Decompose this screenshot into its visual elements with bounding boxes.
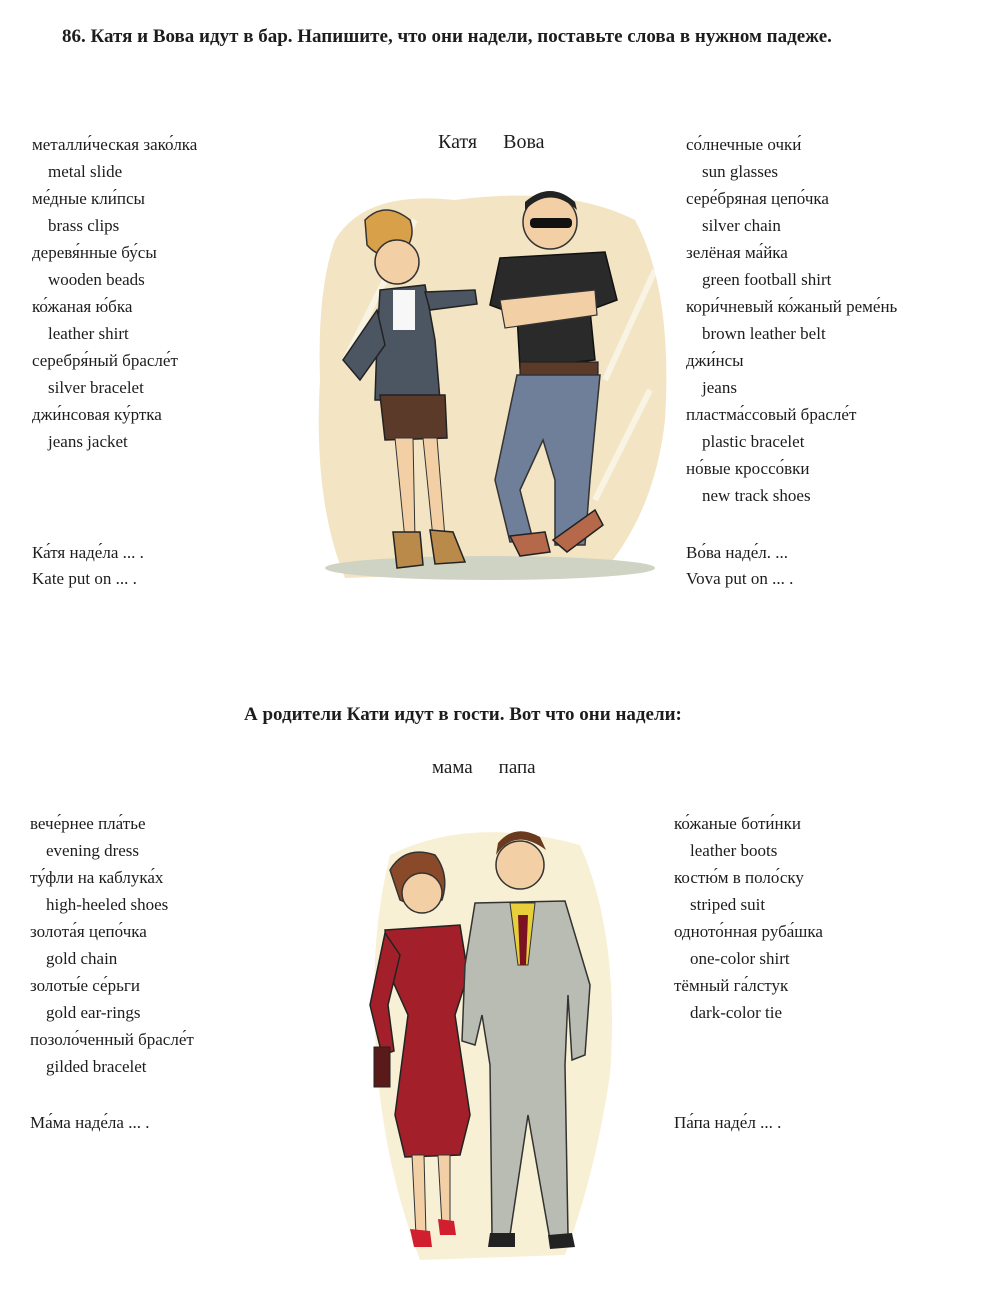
vocab-ru: вече́рнее пла́тье — [30, 814, 146, 833]
name-vova: Вова — [503, 131, 545, 153]
name-papa: папа — [498, 757, 536, 778]
vocab-en: striped suit — [690, 895, 766, 914]
vocab-en: leather shirt — [48, 324, 129, 343]
vocab-item — [30, 1026, 194, 1080]
vocab-en: jeans jacket — [48, 432, 128, 451]
vocab-item — [674, 972, 823, 1026]
vocab-ru: ме́дные кли́псы — [32, 189, 145, 208]
name-mama: мама — [432, 757, 473, 778]
section2-title: А родители Кати идут в гости. Вот что они надели: — [244, 704, 682, 725]
vocab-item — [686, 347, 897, 401]
kate-vocab-list — [32, 131, 197, 455]
vocab-en: brown leather belt — [702, 324, 826, 343]
vocab-ru: джи́нсовая ку́ртка — [32, 405, 162, 424]
vocab-ru: серебря́ный брасле́т — [32, 351, 178, 370]
vocab-en: leather boots — [690, 841, 778, 860]
vova-sentence-en: Vova put on ... . — [686, 569, 794, 588]
vocab-item — [32, 293, 197, 347]
papa-vocab-list — [674, 810, 823, 1026]
mama-vocab-list — [30, 810, 194, 1080]
vocab-ru: ту́фли на каблука́х — [30, 868, 164, 887]
vocab-en: silver chain — [702, 216, 781, 235]
vocab-ru: позоло́ченный брасле́т — [30, 1030, 194, 1049]
vocab-ru: металли́ческая зако́лка — [32, 135, 198, 154]
vocab-ru: джи́нсы — [686, 351, 744, 370]
vocab-en: metal slide — [48, 162, 123, 181]
vocab-item — [32, 401, 197, 455]
vocab-ru: сере́бряная цепо́чка — [686, 189, 829, 208]
vocab-item — [686, 401, 897, 455]
vocab-en: brass clips — [48, 216, 120, 235]
vocab-en: gilded bracelet — [46, 1057, 147, 1076]
vocab-item — [30, 864, 194, 918]
vocab-en: high-heeled shoes — [46, 895, 169, 914]
vocab-item — [32, 347, 197, 401]
vocab-item — [686, 239, 897, 293]
vocab-item — [30, 918, 194, 972]
vocab-ru: зелёная ма́йка — [686, 243, 788, 262]
vocab-ru: ко́жаная ю́бка — [32, 297, 133, 316]
vocab-ru: кори́чневый ко́жаный реме́нь — [686, 297, 898, 316]
vocab-item — [686, 131, 897, 185]
vocab-item — [32, 185, 197, 239]
vova-sentence-ru: Во́ва наде́л. ... — [686, 543, 789, 562]
vocab-item — [686, 455, 897, 509]
vocab-en: green football shirt — [702, 270, 832, 289]
parents-illustration — [350, 815, 630, 1270]
vocab-en: gold ear-rings — [46, 1003, 141, 1022]
vocab-item — [30, 972, 194, 1026]
vova-vocab-list — [686, 131, 897, 509]
vocab-ru: со́лнечные очки́ — [686, 135, 802, 154]
vocab-item — [674, 864, 823, 918]
kate-sentence-en: Kate put on ... . — [32, 569, 137, 588]
vocab-ru: золоты́е се́рьги — [30, 976, 140, 995]
vocab-ru: деревя́нные бу́сы — [32, 243, 157, 262]
floor-shadow — [325, 556, 655, 580]
vocab-item — [32, 239, 197, 293]
vocab-ru: костю́м в поло́ску — [674, 868, 804, 887]
name-katya: Катя — [438, 131, 478, 153]
backdrop — [319, 196, 667, 579]
papa-sentence: Па́па наде́л ... . — [674, 1113, 782, 1132]
vocab-item — [674, 810, 823, 864]
section2-names — [432, 757, 562, 779]
vocab-en: evening dress — [46, 841, 140, 860]
vocab-item — [686, 293, 897, 347]
vocab-en: wooden beads — [48, 270, 145, 289]
vocab-en: one-color shirt — [690, 949, 790, 968]
vocab-ru: золота́я цепо́чка — [30, 922, 147, 941]
vocab-ru: но́вые кроссо́вки — [686, 459, 810, 478]
vocab-ru: одното́нная руба́шка — [674, 922, 823, 941]
vocab-en: dark-color tie — [690, 1003, 783, 1022]
vocab-en: silver bracelet — [48, 378, 144, 397]
vocab-en: sun glasses — [702, 162, 779, 181]
vocab-item — [674, 918, 823, 972]
kate-sentence — [32, 540, 144, 592]
exercise-title: 86. Катя и Вова идут в бар. Напишите, что они надели, поставьте слова в нужном падеже. — [62, 26, 832, 47]
vocab-en: gold chain — [46, 949, 118, 968]
mama-sentence: Ма́ма наде́ла ... . — [30, 1113, 150, 1132]
vocab-item — [686, 185, 897, 239]
vocab-ru: тёмный га́лстук — [674, 976, 789, 995]
vocab-en: plastic bracelet — [702, 432, 805, 451]
vova-sentence — [686, 540, 793, 592]
kate-sentence-ru: Ка́тя наде́ла ... . — [32, 543, 144, 562]
section1-names — [438, 131, 571, 154]
vocab-item — [30, 810, 194, 864]
vocab-ru: ко́жаные боти́нки — [674, 814, 801, 833]
vocab-ru: пластма́ссовый брасле́т — [686, 405, 857, 424]
vocab-item — [32, 131, 197, 185]
vocab-en: new track shoes — [702, 486, 811, 505]
vocab-en: jeans — [702, 378, 737, 397]
katya-vova-illustration — [305, 180, 675, 585]
